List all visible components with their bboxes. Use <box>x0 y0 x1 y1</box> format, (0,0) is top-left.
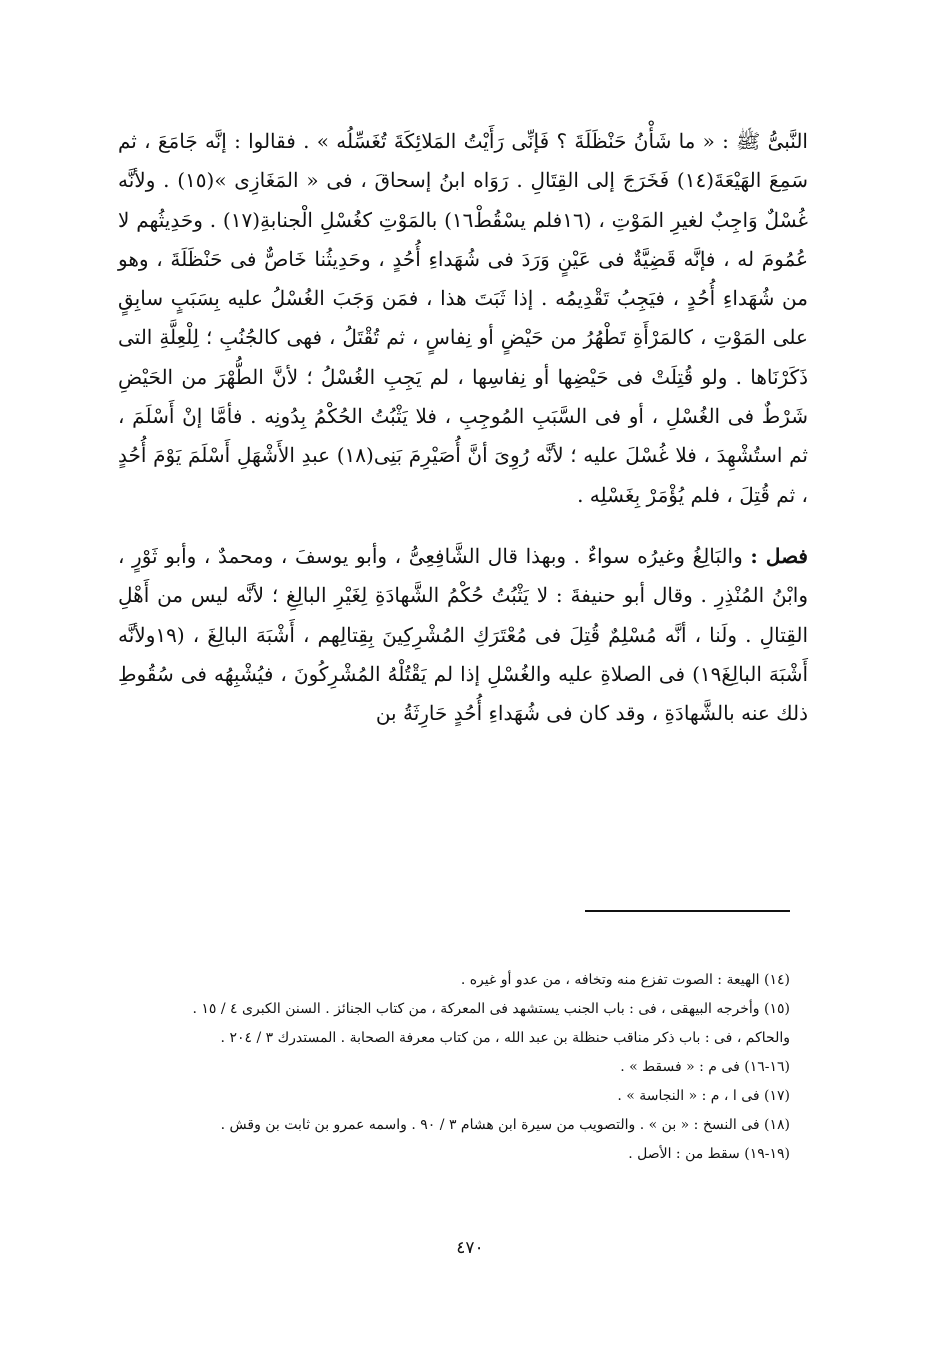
page-number: ٤٧٠ <box>456 1238 484 1258</box>
footnote-17: (١٧) فى ا ، م : « النجاسة » . <box>617 1088 790 1104</box>
footnote-divider <box>585 910 790 912</box>
body-paragraph-1: النَّبىُّ ﷺ : « ما شَأْنُ حَنْظَلَةَ ؟ فَإنِّى رَأَيْتُ المَلائِكَةَ تُغَسِّلُه » . فقالوا : إنَّه جَامَعَ ، ثم سَمِعَ الهَيْعَةَ(١٤) فَخَرَجَ إلى القِتَالِ . رَوَاه ابنُ إسحاقَ ، فى « المَغَازِى »(١٥) . ولأنَّه غُسْلٌ وَاجِبٌ لغيرِ المَوْتِ ، (١٦فلم يسْقُطْ١٦) بالمَوْتِ كغُسْلِ الْجنابةِ(١٧) . وحَدِيثُهم لا عُمُومَ له ، فإنَّه قَضِيَّةٌ فى عَيْنٍ وَرَدَ فى شُهَداءِ أُحُدٍ ، وحَدِيثُنا خَاصٌّ فى حَنْظَلَةَ ، وهو من شُهَداءِ أُحُدٍ ، فيَجِبُ تَقْدِيمُه . إذا ثَبَتَ هذا ، فمَن وَجَبَ الغُسْلُ عليه بِسَبَبٍ سابِقٍ على المَوْتِ ، كالمَرْأَةِ تَطْهُرُ من حَيْضٍ أو نِفاسٍ ، ثم تُقْتَلُ ، فهى كالجُنُبِ ؛ لِلْعِلَّةِ التى ذَكَرْنَاها . ولو قُتِلَتْ فى حَيْضِها أو نِفاسِها ، لم يَجِبِ الغُسْلُ ؛ لأنَّ الطُّهْرَ من الحَيْضِ شَرْطٌ فى الغُسْلِ ، أو فى السَّبَبِ المُوجِبِ ، فلا يَثْبُتُ الحُكْمُ بِدُونِه . فأمَّا إنْ أَسْلَمَ ، ثم استُشْهِدَ ، فلا غُسْلَ عليه ؛ لأنَّه رُوِىَ أنَّ أُصَيْرِمَ بَنِى(١٨) عبدِ الأَشْهَلِ أَسْلَمَ يَوْمَ أُحُدٍ ، ثم قُتِلَ ، فلم يُؤْمَرْ بِغَسْلِه . <box>118 129 808 507</box>
footnote-19: (١٩-١٩) سقط من : الأصل . <box>628 1146 790 1162</box>
section-label-fasl: فصل : <box>750 543 808 568</box>
footnote-16: (١٦-١٦) فى م : « فسقط » . <box>620 1059 790 1075</box>
footnotes-list <box>118 966 790 1169</box>
body-paragraph-2-text: والبَالِغُ وغيرُه سواءٌ . وبهذا قال الشَّافِعِىُّ ، وأبو يوسفَ ، ومحمدٌ ، وأبو ثَوْرٍ ، وابْنُ المُنْذِرِ . وقال أبو حنيفةَ : لا يَثْبُتُ حُكْمُ الشَّهادَةِ لِغَيْرِ البالِغِ ؛ لأنَّه ليس من أَهْلِ القِتالِ . ولَنا ، أنَّه مُسْلِمٌ قُتِلَ فى مُعْتَرَكِ المُشْرِكِينَ بِقِتالِهم ، أَشْبَهَ البالِغَ ، (١٩ولأنَّه أَشْبَهَ البالِغَ١٩) فى الصلاةِ عليه والغُسْلِ إذا لم يَقْتُلْهُ المُشْرِكُونَ ، فيُشْبِهُه فى سُقُوطِ ذلك عنه بالشَّهادَةِ ، وقد كان فى شُهَداءِ أُحُدٍ حَارِثَةُ بن <box>118 543 809 726</box>
footnote-15-continued: والحاكم ، فى : باب ذكر مناقب حنظلة بن عبد الله ، من كتاب معرفة الصحابة . المستدرك ٣ / ٢٠٤ . <box>220 1030 790 1046</box>
main-text <box>118 122 808 733</box>
footnote-14: (١٤) الهيعة : الصوت تفزع منه وتخافه ، من عدو أو غيره . <box>460 972 790 988</box>
body-paragraph-2 <box>118 537 808 733</box>
footnote-18: (١٨) فى النسخ : « بن » . والتصويب من سيرة ابن هشام ٣ / ٩٠ . واسمه عمرو بن ثابت بن وقش . <box>220 1117 790 1133</box>
footnote-15: (١٥) وأخرجه البيهقى ، فى : باب الجنب يستشهد فى المعركة ، من كتاب الجنائز . السنن الكبرى ٤ / ١٥ . <box>192 1001 790 1017</box>
